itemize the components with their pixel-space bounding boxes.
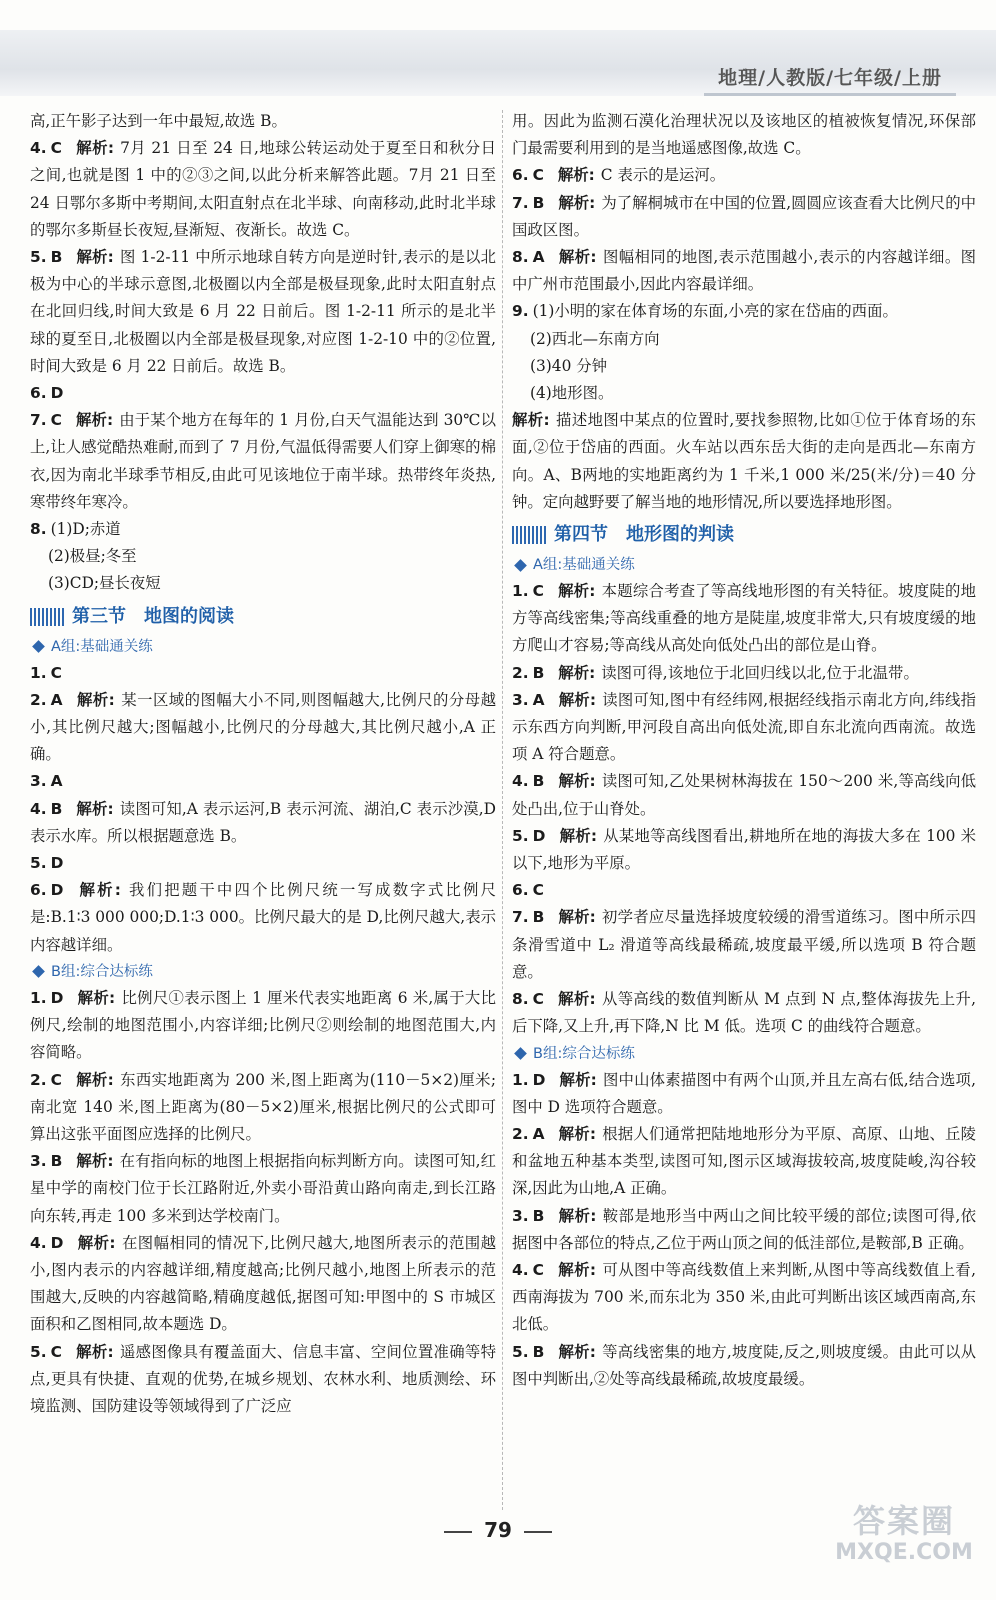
answer-item: 4. B 解析: 读图可知,乙处果树林海拔在 150～200 米,等高线向低处凸出,位于山脊处。 [512,772,977,818]
answer-item: 1. D 解析: 比例尺①表示图上 1 厘米代表实地距离 6 米,属于大比例尺,绘制的地图范围小,内容详细;比例尺②则绘制的地图范围大,内容简略。 [30,988,496,1062]
answer-item: 2. B 解析: 读图可得,该地位于北回归线以北,位于北温带。 [512,663,919,682]
answer-item: 2. A 解析: 根据人们通常把陆地地形分为平原、高原、山地、丘陵和盆地五种基本类型,读图可知,图示区域海拔较高,坡度陡峻,沟谷较深,因此为山地,A 正确。 [512,1124,976,1198]
book-title: 地理/人教版/七年级/上册 [704,64,956,92]
left-column [30,108,496,1420]
answer-item: 5. B 解析: 等高线密集的地方,坡度陡,反之,则坡度缓。由此可以从图中判断出,②处等高线最稀疏,故坡度最缓。 [512,1342,976,1388]
diamond-icon [32,640,45,653]
answer-item: 7. C 解析: 由于某个地方在每年的 1 月份,白天气温能达到 30℃以上,让人感觉酷热难耐,而到了 7 月份,气温低得需要人们穿上御寒的棉衣,因为南北半球季节相反,由此可见该地位于南半球。热带终年炎热,寒带终年寒冷。 [30,411,497,511]
group-heading-a: A组:基础通关练 [512,552,976,578]
answer-item-9: 9. (1)小明的家在体育场的东面,小亮的家在岱庙的西面。 (2)西北—东南方向 (3)40 分钟 (4)地形图。 解析: 描述地图中某点的位置时,要找参照物,比如①位于体育场的东面,②位于岱庙的西面。火车站以西东岳大街的走向是西北—东南方向。A、B两地的实地距离约为 1 千米,1 000 米/25(米/分)＝40 分钟。定向越野要了解当地的地形情况,所以要选择地形图。 [512,302,976,511]
answer-item: 2. A 解析: 某一区域的图幅大小不同,则图幅越大,比例尺的分母越小,其比例尺越大;图幅越小,比例尺的分母越大,其比例尺越小,A 正确。 [30,690,496,764]
answer-item: 4. C 解析: 7月 21 日至 24 日,地球公转运动处于夏至日和秋分日之间,也就是图 1 中的②③之间,以此分析来解答此题。7月 21 日至 24 日鄂尔多斯中考期间,太阳直射点在北半球、向南移动,此时北半球的鄂尔多斯昼长夜短,昼渐短、夜渐长。故选 C。 [30,139,497,239]
answer-item: 2. C 解析: 东西实地距离为 200 米,图上距离为(110－5×2)厘米;南北宽 140 米,图上距离为(80－5×2)厘米,根据比例尺的公式即可算出这张平面图应选择的比例尺。 [30,1070,497,1143]
answer-item: 4. B 解析: 读图可知,A 表示运河,B 表示河流、湖泊,C 表示沙漠,D 表示水库。所以根据题意选 B。 [30,799,497,845]
answer-item: 6. D 解析: 我们把题干中四个比例尺统一写成数字式比例尺是:B.1∶3 000 000;D.1∶3 000。比例尺最大的是 D,比例尺越大,表示内容越详细。 [30,881,496,954]
answer-list-a [512,162,976,298]
answer-list-b [512,578,976,1040]
answer-item: 1. D 解析: 图中山体素描图中有两个山顶,并且左高右低,结合选项,图中 D 选项符合题意。 [512,1070,976,1116]
answer-item: 1. C [30,663,62,682]
answer-item: 3. A 解析: 读图可知,图中有经纬网,根据经线指示南北方向,纬线指示东西方向判断,甲河段自高出向低处流,即自东北流向西南流。故选项 A 符合题意。 [512,690,977,764]
answer-item: 5. D 解析: 从某地等高线图看出,耕地所在地的海拔大多在 100 米以下,地形为平原。 [512,826,976,873]
answer-item: 3. B 解析: 鞍部是地形当中两山之间比较平缓的部位;读图可得,依据图中各部位的特点,乙位于两山顶之间的低洼部位,是鞍部,B 正确。 [512,1206,977,1252]
answer-item: 4. C 解析: 可从图中等高线数值上来判断,从图中等高线数值上看,西南海拔为 700 米,而东北为 350 米,由此可判断出该区域西南高,东北低。 [512,1260,976,1334]
group-heading-a: A组:基础通关练 [30,634,496,660]
answer-list-a [30,135,496,516]
answer-item: 4. D 解析: 在图幅相同的情况下,比例尺越大,地图所表示的范围越小,图内表示的内容越详细,精度越高;比例尺越小,地图上所表示的范围越大,反映的内容越简略,精确度越低,据图可知:甲图中的 S 市城区面积和乙图相同,故本题选 D。 [30,1233,496,1334]
group-heading-b: B组:综合达标练 [512,1041,976,1067]
answer-item: 5. C 解析: 遥感图像具有覆盖面大、信息丰富、空间位置准确等特点,更具有快捷、直观的优势,在城乡规划、农林水利、地质测绘、环境监测、国防建设等领域得到了广泛应 [30,1342,496,1415]
right-column [512,108,976,1393]
answer-item: 7. B 解析: 为了解桐城市在中国的位置,圆圆应该查看大比例尺的中国政区图。 [512,193,976,239]
answer-item-8: 8. (1)D;赤道 (2)极昼;冬至 (3)CD;昼长夜短 [30,520,161,593]
answer-list-c [30,985,496,1420]
watermark-logo: 答案圈 MXQE.COM [835,1502,973,1565]
section-heading-4: 第四节 地形图的判读 [512,520,976,550]
answer-item: 8. C 解析: 从等高线的数值判断从 M 点到 N 点,整体海拔先上升,后下降,又上升,再下降,N 比 M 低。选项 C 的曲线符合题意。 [512,990,976,1036]
answer-item: 5. B 解析: 图 1-2-11 中所示地球自转方向是逆时针,表示的是以北极为中心的半球示意图,北极圈以内全部是极昼现象,此时太阳直射点在北回归线,时间大致是 6 月 22 日前后。图 1-2-11 所示的是北半球的夏至日,北极圈以内全部是极昼现象,对应图 1-2-10 中的②位置,时间大致是 6 月 22 日前后。故选 B。 [30,248,496,375]
answer-item: 6. C [512,881,544,900]
answer-item: 1. C 解析: 本题综合考查了等高线地形图的有关特征。坡度陡的地方等高线密集;等高线重叠的地方是陡崖,坡度非常大,只有坡度缓的地方爬山才容易;等高线从高处向低处凸出的部位是山脊。 [512,582,976,655]
section-bars-icon [30,608,66,626]
answer-item: 6. C 解析: C 表示的是运河。 [512,166,726,185]
answer-item: 7. B 解析: 初学者应尽量选择坡度较缓的滑雪道练习。图中所示四条滑雪道中 L₂ 滑道等高线最稀疏,坡度最平缓,所以选项 B 符合题意。 [512,908,976,981]
diamond-icon [514,559,527,572]
diamond-icon [32,966,45,979]
answer-list-c [512,1067,976,1393]
page-number: 79 [0,1518,996,1542]
diamond-icon [514,1047,527,1060]
answer-item: 5. D [30,854,64,873]
answer-item: 3. B 解析: 在有指向标的地图上根据指向标判断方向。读图可知,红星中学的南校门位于长江路附近,外卖小哥沿黄山路向南走,到长江路向东转,再走 100 多米到达学校南门。 [30,1152,496,1225]
answer-list-b [30,660,496,959]
answer-continued: 高,正午影子达到一年中最短,故选 B。 [30,112,287,130]
column-divider [502,110,503,1510]
answer-item: 8. A 解析: 图幅相同的地图,表示范围越小,表示的内容越详细。图中广州市范围最小,因此内容最详细。 [512,248,976,294]
answer-item: 3. A [30,772,63,791]
section-bars-icon [512,526,548,544]
answer-item: 6. D [30,384,64,403]
section-heading-3: 第三节 地图的阅读 [30,602,496,632]
answer-continued: 用。因此为监测石漠化治理状况以及该地区的植被恢复情况,环保部门最需要利用到的是当地遥感图像,故选 C。 [512,112,976,158]
group-heading-b: B组:综合达标练 [30,959,496,985]
